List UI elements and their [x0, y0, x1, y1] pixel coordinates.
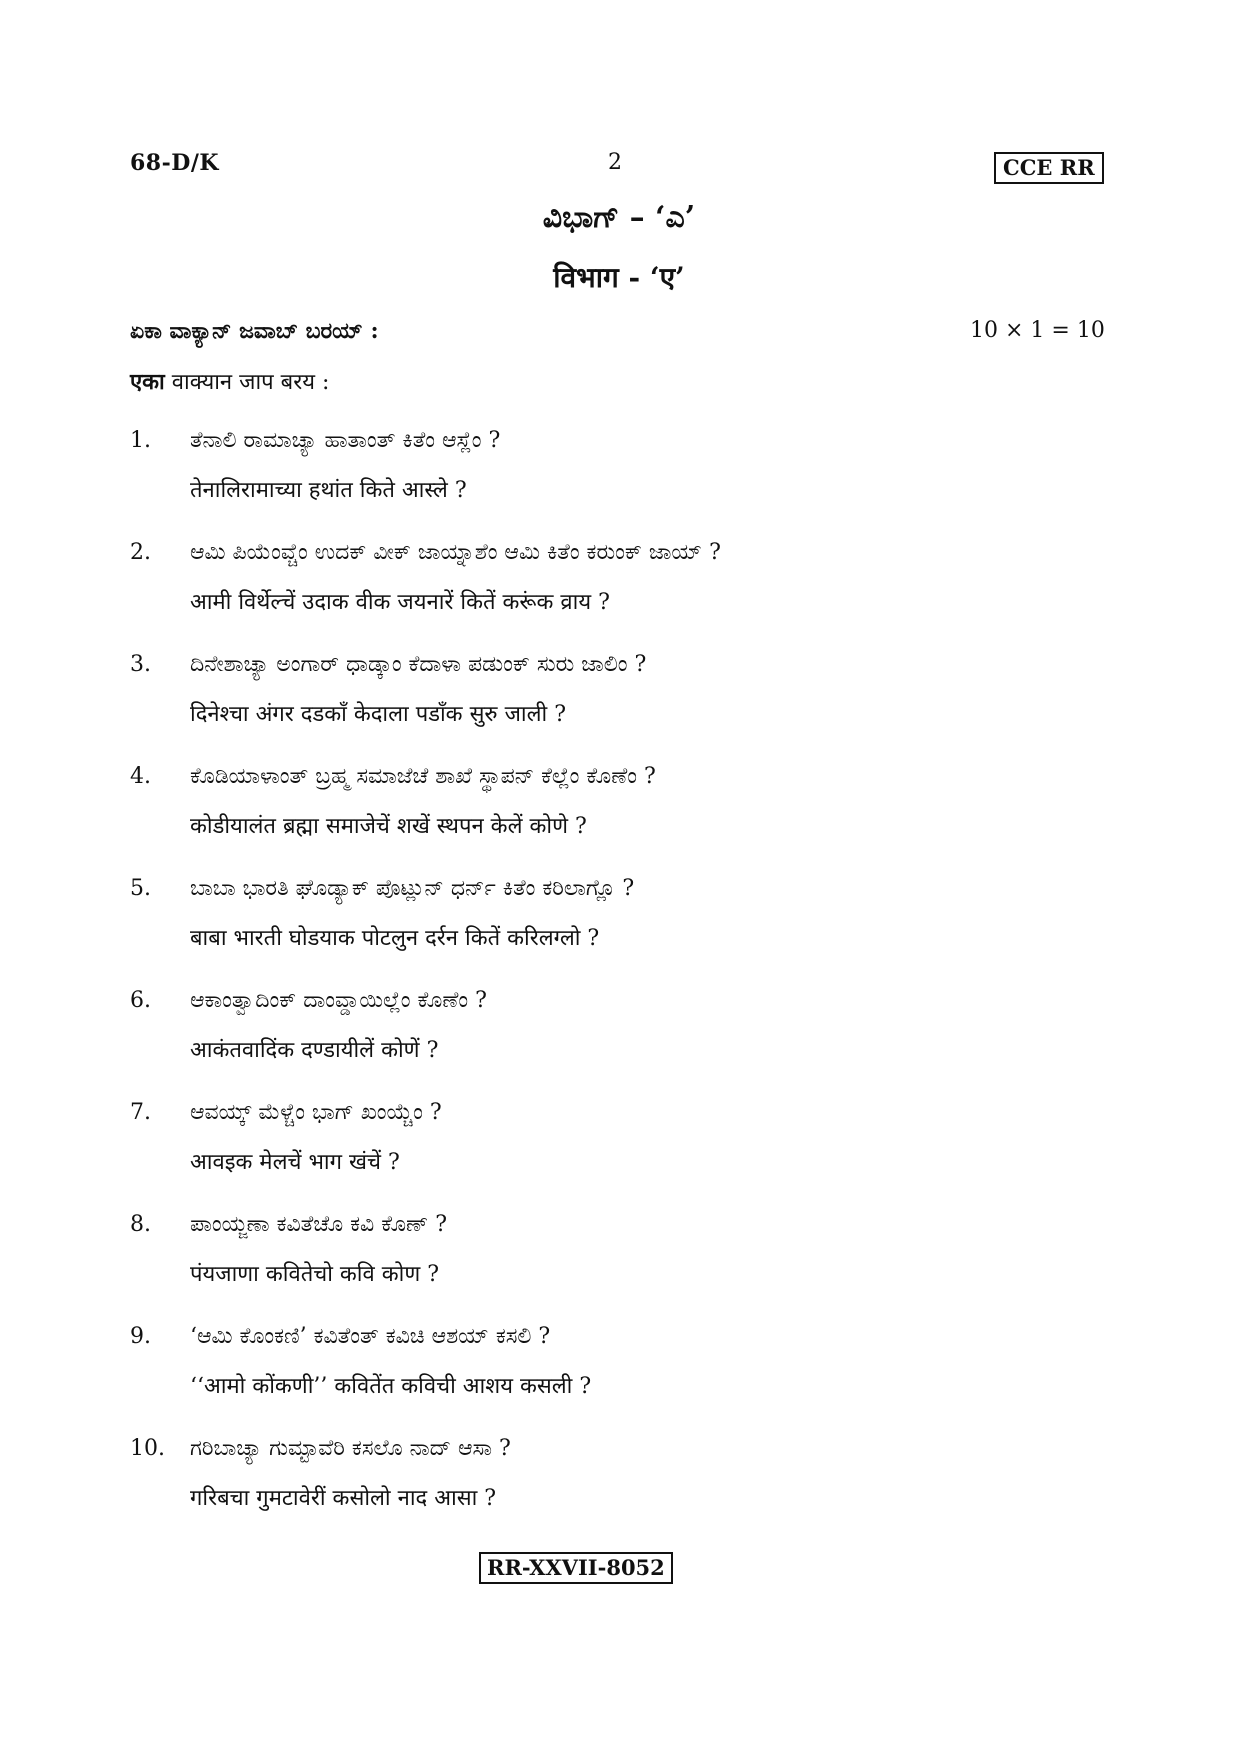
question-kannada: ಆಮಿ ಪಿಯೆಂವ್ಚೆಂ ಉದಕ್ ವೀಕ್ ಜಾಯ್ನಾಶೆಂ ಆಮಿ ಕಿತೆಂ ಕರುಂಕ್ ಜಾಯ್ ? — [190, 540, 721, 565]
question-number: 2. — [130, 540, 151, 565]
instruction-rest: वाक्यान जाप बरय : — [164, 370, 330, 395]
footer-code: RR-XXVII-8052 — [479, 1552, 673, 1584]
question-number: 6. — [130, 988, 151, 1013]
question-number: 8. — [130, 1212, 151, 1237]
question-kannada: ಆವಯ್ಕ್ ಮೆಳ್ಚೆಂ ಭಾಗ್ ಖಂಯ್ಚೆಂ ? — [190, 1100, 442, 1125]
question-devanagari: ‘‘आमो कोंकणी’’ कवितेंत कविची आशय कसली ? — [190, 1374, 592, 1399]
question-item — [130, 988, 1130, 1100]
question-devanagari: पंयजाणा कवितेचो कवि कोण ? — [190, 1262, 440, 1287]
question-devanagari: आवइक मेलचें भाग खंचें ? — [190, 1150, 400, 1175]
question-kannada: ಕೊಡಿಯಾಳಾಂತ್ ಬ್ರಹ್ಮ ಸಮಾಜೆಚೆ ಶಾಖೆ ಸ್ಥಾಪನ್ ಕೆಲ್ಲೆಂ ಕೊಣೆಂ ? — [190, 764, 656, 789]
question-number: 7. — [130, 1100, 151, 1125]
question-kannada: ಆಕಾಂತ್ವಾದಿಂಕ್ ದಾಂವ್ಡಾಯಿಲ್ಲೆಂ ಕೊಣೆಂ ? — [190, 988, 487, 1013]
question-kannada: ಬಾಬಾ ಭಾರತಿ ಘೊಡ್ಯಾಕ್ ಪೊಟ್ಲುನ್ ಧರ್ನ್ ಕಿತೆಂ ಕರಿಲಾಗ್ಲೊ ? — [190, 876, 635, 901]
question-devanagari: गरिबचा गुमटावेरीं कसोलो नाद आसा ? — [190, 1486, 497, 1511]
question-kannada: ತೆನಾಲಿ ರಾಮಾಚ್ಯಾ ಹಾತಾಂತ್ ಕಿತೆಂ ಆಸ್ಲೆಂ ? — [190, 428, 501, 453]
question-item — [130, 540, 1130, 652]
question-number: 1. — [130, 428, 151, 453]
question-kannada: ದಿನೇಶಾಚ್ಯಾ ಅಂಗಾರ್ ಧಾಡ್ಕಾಂ ಕೆದಾಳಾ ಪಡುಂಕ್ ಸುರು ಜಾಲಿಂ ? — [190, 652, 647, 677]
question-kannada: ಗರಿಬಾಚ್ಯಾ ಗುಮ್ಟಾವೆರಿ ಕಸಲೊ ನಾದ್ ಆಸಾ ? — [190, 1436, 511, 1461]
question-number: 4. — [130, 764, 151, 789]
question-number: 9. — [130, 1324, 151, 1349]
question-kannada: ಪಾಂಯ್ಜಣಾ ಕವಿತೆಚೊ ಕವಿ ಕೊಣ್ ? — [190, 1212, 448, 1237]
page-number: 2 — [608, 150, 622, 175]
question-kannada: ‘ಆಮಿ ಕೊಂಕಣಿ’ ಕವಿತೆಂತ್ ಕವಿಚಿ ಆಶಯ್ ಕಸಲಿ ? — [190, 1324, 551, 1349]
scheme-badge: CCE RR — [994, 152, 1104, 184]
section-title-devanagari: विभाग - ‘ए’ — [553, 261, 685, 294]
question-number: 3. — [130, 652, 151, 677]
instruction-bold-word: एका — [130, 369, 165, 395]
question-item — [130, 1436, 1130, 1548]
marks-allocation: 10 × 1 = 10 — [970, 318, 1105, 343]
question-devanagari: बाबा भारती घोडयाक पोटलुन दर्रन कितें करिलग्लो ? — [190, 926, 600, 951]
question-number: 10. — [130, 1436, 165, 1461]
question-item — [130, 876, 1130, 988]
question-devanagari: आकंतवादिंक दण्डायीलें कोणें ? — [190, 1038, 439, 1063]
question-devanagari: आमी विर्थेल्चें उदाक वीक जयनारें कितें करूंक व्राय ? — [190, 590, 610, 615]
question-item — [130, 428, 1130, 540]
instruction-kannada: ಏಕಾ ವಾಕ್ಯಾನ್ ಜವಾಬ್ ಬರಯ್ : — [130, 318, 379, 344]
instruction-devanagari — [130, 366, 329, 396]
question-item — [130, 1212, 1130, 1324]
question-item — [130, 1324, 1130, 1436]
question-list — [130, 428, 1130, 1548]
question-item — [130, 764, 1130, 876]
question-number: 5. — [130, 876, 151, 901]
question-item — [130, 652, 1130, 764]
section-title-kannada: ವಿಭಾಗ್ – ‘ಎ’ — [542, 200, 696, 235]
question-item — [130, 1100, 1130, 1212]
question-devanagari: दिनेश्चा अंगर दडकाँ केदाला पडाँक सुरु जाली ? — [190, 702, 567, 727]
paper-code: 68-D/K — [130, 150, 219, 176]
question-devanagari: कोडीयालंत ब्रह्मा समाजेचें शखें स्थपन केलें कोणे ? — [190, 814, 587, 839]
question-devanagari: तेनालिरामाच्या हथांत किते आस्ले ? — [190, 478, 467, 503]
